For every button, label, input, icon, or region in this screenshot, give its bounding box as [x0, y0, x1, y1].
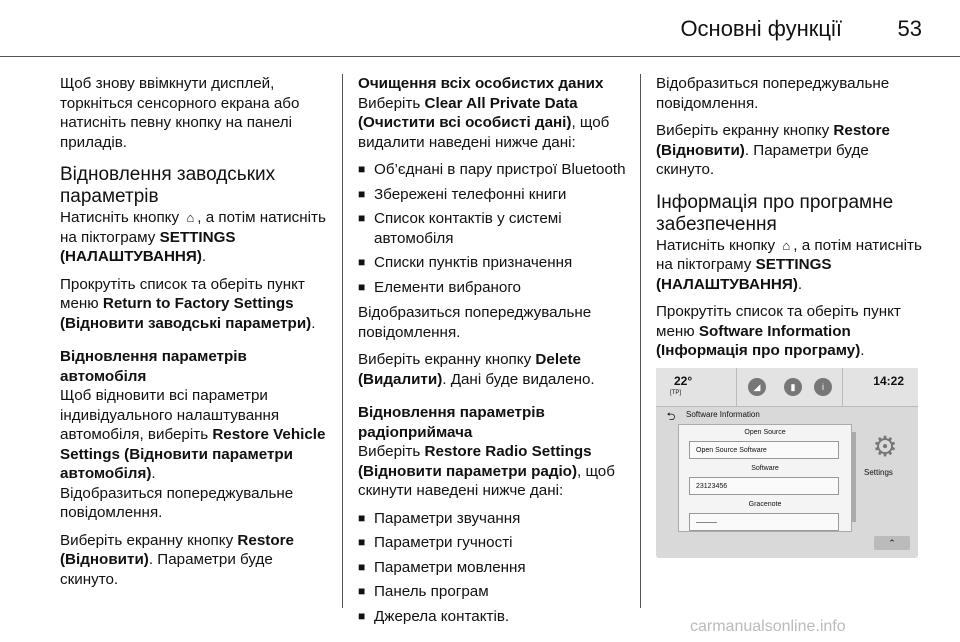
- page-number: 53: [897, 16, 922, 41]
- column-divider: [342, 74, 343, 608]
- phone-icon[interactable]: ▮: [784, 378, 802, 396]
- list-item: ■ Параметри гучності: [358, 533, 626, 553]
- paragraph: Натисніть кнопку ⌂ , а потім натисніть на піктограму SETTINGS (НАЛАШТУВАННЯ).: [656, 236, 922, 293]
- list-item[interactable]: Open Source Software: [689, 441, 839, 459]
- list-radio-data: [358, 509, 626, 627]
- home-icon: ⌂: [782, 237, 791, 253]
- section-header: Open Source: [744, 429, 786, 436]
- column-divider: [640, 74, 641, 608]
- gear-icon[interactable]: ⚙: [872, 431, 898, 462]
- paragraph: Виберіть екранну кнопку Delete (Видалити). Дані буде видалено.: [358, 351, 595, 388]
- list-item: ■ Збережені телефонні книги: [358, 185, 626, 205]
- paragraph: Щоб знову ввімкнути дисплей, торкніться сенсорного екрана або натисніть певну кнопку на панелі приладів.: [60, 75, 300, 151]
- paragraph: Відобразиться попереджувальне повідомлення.: [656, 75, 890, 112]
- heading-clear-data: Очищення всіх особистих даних: [358, 75, 604, 92]
- heading-software-info: Інформація про програмне забезпечення: [656, 191, 894, 235]
- status-bar: [656, 368, 918, 407]
- chapter-title: Основні функції: [680, 16, 842, 41]
- list-item: ■ Списки пунктів призначення: [358, 253, 626, 273]
- list-item[interactable]: ———: [689, 513, 839, 531]
- screen-title: Software Information: [686, 410, 760, 419]
- section-header: Software: [751, 465, 779, 472]
- column-3: [656, 74, 922, 369]
- list-item[interactable]: 23123456: [689, 477, 839, 495]
- list-item: ■ Елементи вибраного: [358, 278, 626, 298]
- column-1: [60, 74, 328, 597]
- page-header: [0, 0, 960, 56]
- scrollbar[interactable]: [852, 432, 856, 522]
- list-item: ■ Об’єднані в пару пристрої Bluetooth: [358, 160, 626, 180]
- paragraph: Виберіть екранну кнопку Restore (Відновити). Параметри буде скинуто.: [656, 122, 890, 178]
- heading-radio-settings: Відновлення параметрів радіоприймача: [358, 404, 545, 441]
- header-rule: [0, 56, 960, 57]
- temperature: 22°: [674, 374, 693, 388]
- list-item: ■ Панель програм: [358, 582, 626, 602]
- list-item: ■ Джерела контактів.: [358, 607, 626, 627]
- paragraph: Прокрутіть список та оберіть пункт меню Software Information (Інформація про програму).: [656, 303, 901, 359]
- paragraph: Відобразиться попереджувальне повідомлення.: [358, 304, 592, 341]
- settings-label: Settings: [864, 468, 893, 477]
- column-2: [358, 74, 626, 632]
- chevron-up-icon[interactable]: ⌃: [874, 536, 910, 550]
- heading-vehicle-settings: Відновлення параметрів автомобіля: [60, 348, 247, 385]
- paragraph: Виберіть екранну кнопку Restore (Відновити). Параметри буде скинуто.: [60, 531, 294, 588]
- info-icon[interactable]: i: [814, 378, 832, 396]
- section-header: Gracenote: [748, 501, 782, 508]
- watermark: carmanualsonline.info: [690, 618, 846, 635]
- list-cleared-data: [358, 160, 626, 297]
- nav-icon[interactable]: ◢: [748, 378, 766, 396]
- list-item: ■ Параметри звучання: [358, 509, 626, 529]
- list-item: ■ Параметри мовлення: [358, 558, 626, 578]
- heading-factory-settings: Відновлення заводських параметрів: [60, 164, 276, 207]
- paragraph: Натисніть кнопку ⌂ , а потім натисніть на піктограму SETTINGS (НАЛАШТУВАННЯ).: [60, 209, 326, 265]
- paragraph: Прокрутіть список та оберіть пункт меню Return to Factory Settings (Відновити заводські параметри).: [60, 275, 316, 332]
- infotainment-screenshot: [656, 368, 918, 558]
- paragraph: Виберіть Restore Radio Settings (Відновити параметри радіо), щоб скинути наведені нижче дані:: [358, 443, 615, 499]
- clock: 14:22: [873, 374, 904, 388]
- back-arrow-icon[interactable]: ⮌: [666, 411, 676, 423]
- software-info-list[interactable]: [678, 424, 852, 532]
- paragraph: Виберіть Clear All Private Data (Очистити всі особисті дані), щоб видалити наведені нижче дані:: [358, 94, 610, 151]
- list-item: ■ Список контактів у системі автомобіля: [358, 209, 626, 248]
- tp-indicator: [TP]: [670, 390, 682, 396]
- home-icon: ⌂: [186, 210, 195, 225]
- paragraph: Щоб відновити всі параметри індивідуального налаштування автомобіля, виберіть Restore Vehicle Settings (Відновити параметри автомобіля). Відобразиться попереджувальне повідомлення.: [60, 387, 326, 521]
